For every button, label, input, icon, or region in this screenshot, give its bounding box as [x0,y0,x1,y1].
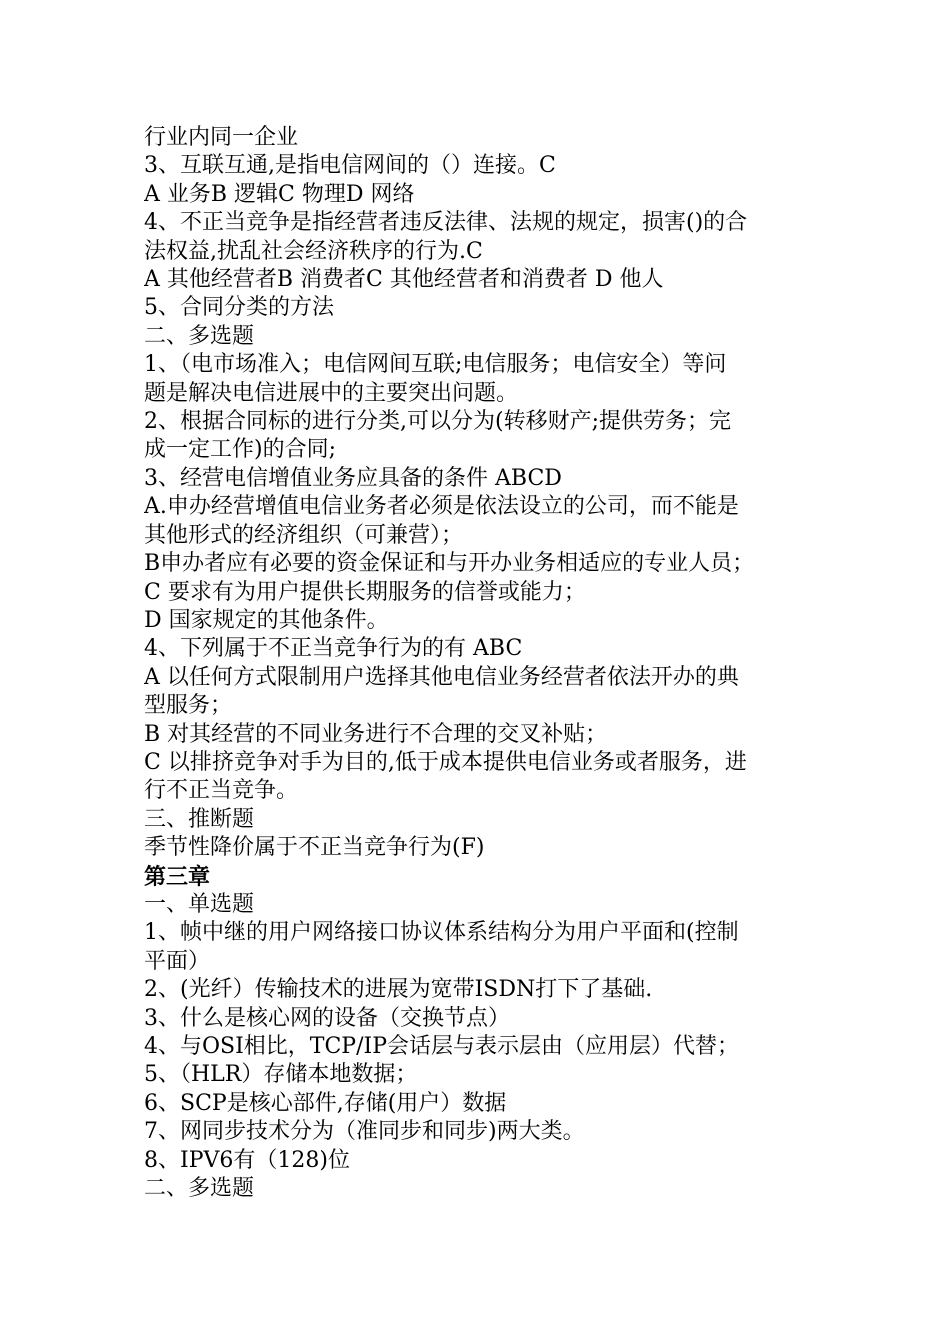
text-line: 3、经营电信增值业务应具备的条件 ABCD [144,465,562,491]
text-line: 二、多选题 [144,1176,255,1202]
text-line: A 业务B 逻辑C 物理D 网络 [144,181,415,207]
text-line: 行业内同一企业 [144,125,299,150]
text-line: 三、推断题 [144,806,255,832]
text-line: 4、与OSI相比，TCP/IP会话层与表示层由（应用层）代替； [144,1034,740,1059]
text-line: 季节性降价属于不正当竞争行为(F) [144,835,485,861]
text-line: 5、合同分类的方法 [144,295,334,321]
text-line: 4、下列属于不正当竞争行为的有 ABC [144,636,523,662]
text-line: C 以排挤竞争对手为目的,低于成本提供电信业务或者服务，进 [144,749,747,775]
document-body [144,124,809,1203]
text-line: 平面） [144,948,211,974]
text-line: 5、（HLR）存储本地数据； [144,1062,418,1088]
text-line: 3、互联互通,是指电信网间的（）连接。C [144,153,556,179]
text-line: 型服务； [144,693,233,719]
text-line: 一、单选题 [144,891,255,917]
text-line: 1、帧中继的用户网络接口协议体系结构分为用户平面和(控制 [144,920,739,946]
text-line: D 国家规定的其他条件。 [144,607,389,633]
text-line: 4、不正当竞争是指经营者违反法律、法规的规定，损害()的合 [144,210,748,236]
text-line: 2、(光纤）传输技术的进展为宽带ISDN打下了基础. [144,977,653,1003]
text-line: 6、SCP是核心部件,存储(用户）数据 [144,1090,507,1116]
text-line: 其他形式的经济组织（可兼营）； [144,522,464,548]
text-line: 7、网同步技术分为（准同步和同步)两大类。 [144,1119,585,1145]
text-line: 2、根据合同标的进行分类,可以分为(转移财产;提供劳务；完 [144,409,731,435]
text-line: 题是解决电信进展中的主要突出问题。 [144,380,519,406]
text-line: 成一定工作)的合同; [144,437,336,463]
text-line: A 以任何方式限制用户选择其他电信业务经营者依法开办的典 [144,664,739,690]
text-line: A 其他经营者B 消费者C 其他经营者和消费者 D 他人 [144,267,664,293]
text-line: 8、IPV6有（128)位 [144,1147,350,1173]
text-line: 1、（电市场准入；电信网间互联;电信服务；电信安全）等问 [144,352,727,378]
text-line: B申办者应有必要的资金保证和与开办业务相适应的专业人员； [144,551,755,577]
text-line: 行不正当竞争。 [144,778,299,804]
text-line: 3、什么是核心网的设备（交换节点） [144,1005,510,1031]
text-line: 法权益,扰乱社会经济秩序的行为.C [144,238,483,264]
text-line: 二、多选题 [144,323,255,349]
chapter-heading: 第三章 [144,863,211,890]
text-line: C 要求有为用户提供长期服务的信誉或能力； [144,579,586,605]
text-line: A.申办经营增值电信业务者必须是依法设立的公司，而不能是 [144,494,739,520]
text-line: B 对其经营的不同业务进行不合理的交叉补贴； [144,721,608,747]
